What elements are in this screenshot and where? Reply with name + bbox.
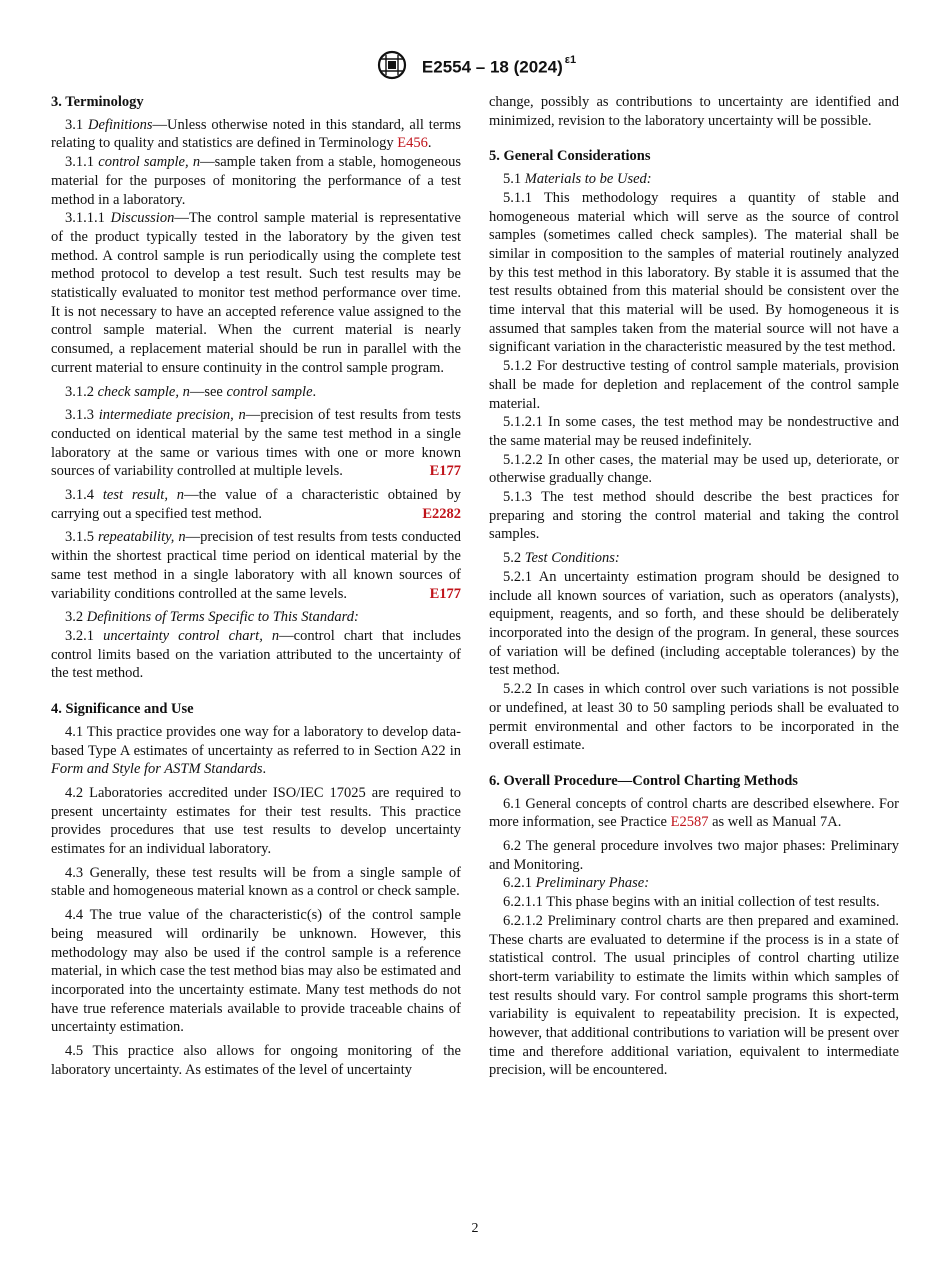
section-5-title: 5. General Considerations — [489, 148, 651, 165]
page-header — [0, 50, 950, 85]
right-column — [489, 93, 899, 1080]
left-column — [51, 93, 461, 1079]
para-5-1-3: 5.1.3 The test method should describe the best practices for preparing and storing the control material and taking the control samples. — [489, 489, 899, 543]
astm-logo-icon — [374, 50, 410, 85]
para-5-2-2: 5.2.2 In cases in which control over such variations is not possible or undefined, at least 30 to 50 sampling periods shall be evaluated to permit environmental and other factors to be incorporated in the overall estimate. — [489, 681, 899, 754]
section-4-title: 4. Significance and Use — [51, 701, 194, 718]
ref-link-e456[interactable]: E456 — [397, 135, 428, 152]
para-3-1-1-1: 3.1.1.1 Discussion—The control sample material is representative of the product typically tested in the laboratory by the given test method. A control sample is run periodically using the complete test method protocol to develop a test result. Such test results may be statistically evaluated to monitor test method performance over time. It is not necessary to have an accepted reference value assigned to the control sample material. When the current material is nearly consumed, a replacement material should be run in parallel with the current material to ensure continuity in the control sample program. — [51, 210, 461, 376]
para-4-4: 4.4 The true value of the characteristic(s) of the control sample being measured will ordinarily be unknown. However, this methodology may also be used if the control sample is a reference material, in which case the test method bias may also be estimated and incorporated into the uncertainty estimate. Many test methods do not have true reference materials available to provide traceable chains of uncertainty estimation. — [51, 907, 461, 1036]
para-5-1-2-1: 5.1.2.1 In some cases, the test method may be nondestructive and the same material may be reused indefinitely. — [489, 414, 899, 449]
para-3-2-1: 3.2.1 uncertainty control chart, n—control chart that includes control limits based on the variation attributed to the uncertainty of the test method. — [51, 627, 462, 682]
ref-link-e2282[interactable]: E2282 — [422, 505, 461, 522]
section-6-title: 6. Overall Procedure—Control Charting Methods — [489, 772, 798, 789]
epsilon-superscript: ε1 — [564, 54, 577, 67]
para-3-2: 3.2 Definitions of Terms Specific to This Standard: — [65, 609, 359, 626]
para-5-2-1: 5.2.1 An uncertainty estimation program should be designed to include all known sources of variation, such as operators (analysts), equipment, reagents, and so forth, and these should be deliberately incorporated into the design of the program. In general, these sources of variation will be defined (including acceptable tolerances) by the test method. — [489, 568, 899, 679]
para-3-1-1: 3.1.1 control sample, n—sample taken from a stable, homogeneous material for the purposes of monitoring the performance of a test method in a laboratory. — [51, 154, 461, 208]
para-3-1-3: 3.1.3 intermediate precision, n—precision of test results from tests conducted on identical material by the same test method in a single laboratory at the same or various times with one or more known sources of variability controlled at multiple levels. E177 — [51, 407, 462, 480]
para-5-1-2: 5.1.2 For destructive testing of control sample materials, provision shall be made for depletion and replacement of the control sample material. — [489, 358, 899, 412]
ref-link-e2587[interactable]: E2587 — [670, 814, 709, 831]
para-4-3: 4.3 Generally, these test results will be from a single sample of stable and homogeneous material known as a control or check sample. — [51, 864, 461, 900]
para-4-2: 4.2 Laboratories accredited under ISO/IEC 17025 are required to present uncertainty estimates for their test results. This practice provides procedures that use test results to develop uncertainty estimates for an individual laboratory. — [51, 784, 461, 858]
para-3-1-4: 3.1.4 test result, n—the value of a characteristic obtained by carrying out a specified test method. E2282 — [51, 487, 461, 522]
para-4-5: 4.5 This practice also allows for ongoing monitoring of the laboratory uncertainty. As estimates of the level of uncertainty — [51, 1043, 461, 1078]
page-number: 2 — [471, 1221, 479, 1236]
standard-designation: E2554 – 18 (2024) $^{\varepsilon 1}$ — [421, 54, 577, 77]
para-continuation: change, possibly as contributions to uncertainty are identified and minimized, revision to the laboratory uncertainty will be possible. — [489, 94, 899, 129]
para-5-1: 5.1 Materials to be Used: — [503, 171, 652, 188]
para-6-2-1: 6.2.1 Preliminary Phase: — [503, 875, 650, 892]
para-6-1: 6.1 General concepts of control charts are described elsewhere. For more information, see Practice E2587 as well as Manual 7A. — [489, 795, 899, 831]
para-5-1-1: 5.1.1 This methodology requires a quantity of stable and homogeneous material which will serve as the source of control samples (sometimes called check samples). The material shall be similar in composition to the samples of material routinely analyzed by this test method in this laboratory. By stable it is assumed that the test results obtained from this material should be consistent over the time interval that this material will be used. By homogeneous it is assumed that samples taken from the material source will not have a significant variation in the characteristic measured by the test method. — [489, 189, 899, 356]
para-3-1-5: 3.1.5 repeatability, n—precision of test results from tests conducted within the shortest practical time period on identical material by the same test method in a single laboratory with all known sources of variability conditions controlled at the same levels. E177 — [51, 529, 461, 602]
ref-link-e177[interactable]: E177 — [429, 463, 461, 480]
section-3-title: 3. Terminology — [51, 94, 144, 110]
para-6-2: 6.2 The general procedure involves two major phases: Preliminary and Monitoring. — [489, 838, 899, 873]
para-3-1-2: 3.1.2 check sample, n—see control sample. — [65, 383, 317, 400]
para-5-1-2-2: 5.1.2.2 In other cases, the material may be used up, deteriorate, or otherwise gradually change. — [489, 451, 899, 487]
para-6-2-1-1: 6.2.1.1 This phase begins with an initial collection of test results. — [503, 894, 880, 911]
para-6-2-1-2: 6.2.1.2 Preliminary control charts are then prepared and examined. These charts are evaluated to determine if the process is in a state of statistical control. The usual principles of control charting utilize short-term variability to estimate the limits within which samples of test results should vary. For control sample programs this short-term variability is equivalent to repeatability precision. It is expected, however, that additional contributions to variation will be present over time and therefore additional variation, equivalent to intermediate precision, will be encountered. — [489, 912, 899, 1079]
para-5-2: 5.2 Test Conditions: — [503, 550, 620, 567]
ref-link-e177[interactable]: E177 — [429, 585, 461, 602]
para-3-1: 3.1 Definitions—Unless otherwise noted in this standard, all terms relating to quality and statistics are defined in Terminology E456. — [51, 116, 461, 152]
para-4-1: 4.1 This practice provides one way for a laboratory to develop data-based Type A estimates of uncertainty as referred to in Section A22 in Form and Style for ASTM Standards. — [51, 723, 461, 778]
